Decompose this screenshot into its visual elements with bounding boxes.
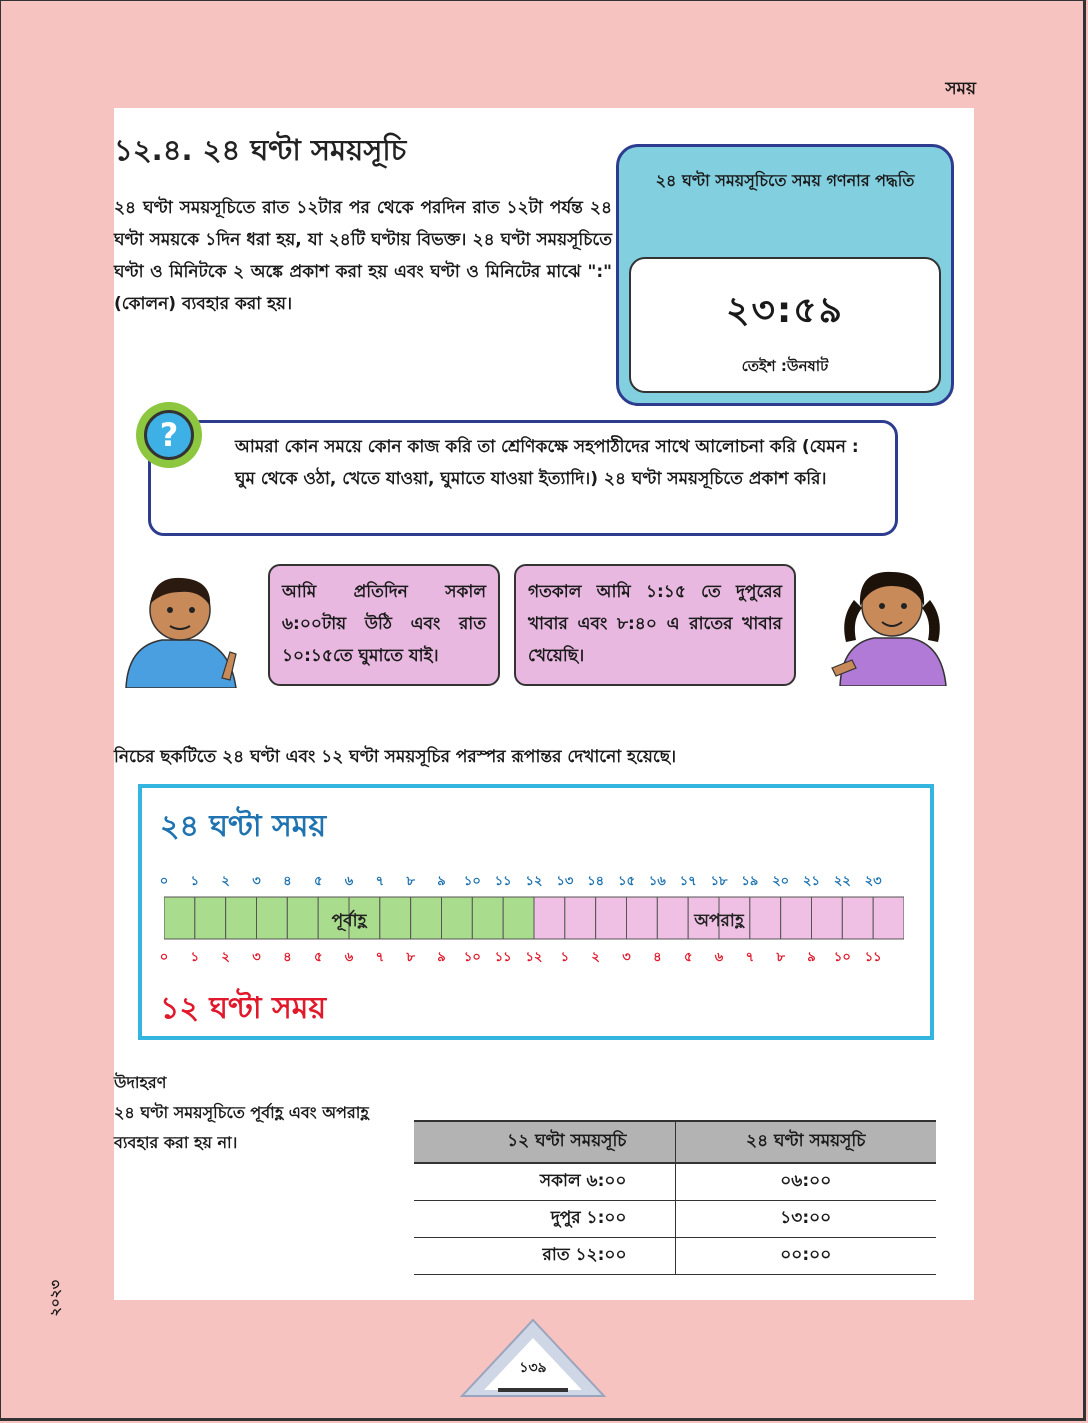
table-header-row xyxy=(414,1121,936,1163)
hour-tick-label: ৩ xyxy=(252,874,261,889)
hour-cell xyxy=(873,897,904,939)
section-title: ১২.৪. ২৪ ঘণ্টা সময়সূচি xyxy=(114,133,407,167)
hour-tick-label: ৫ xyxy=(313,950,323,965)
label-pm: অপরাহ্ণ xyxy=(694,911,744,931)
header-24-hour: ২৪ ঘণ্টা সময়সূচি xyxy=(675,1121,936,1163)
table-row xyxy=(414,1201,936,1238)
hour-cell xyxy=(442,897,473,939)
hour-tick-label: ৮ xyxy=(406,950,415,965)
hour-tick-label: ৬ xyxy=(714,950,724,965)
question-icon: ? xyxy=(136,402,202,468)
hour-cell xyxy=(195,897,226,939)
hour-tick-label: ২ xyxy=(591,950,600,965)
girl-illustration xyxy=(826,560,956,686)
hour-cell xyxy=(627,897,658,939)
hour-tick-label: ৭ xyxy=(745,950,755,965)
hour-tick-label: ১৬ xyxy=(648,874,666,889)
hour-tick-label: ১৩ xyxy=(556,874,574,889)
hour-tick-label: ২০ xyxy=(772,874,790,889)
hour-tick-label: ১৭ xyxy=(679,874,697,889)
hour-tick-label: ২২ xyxy=(833,874,851,889)
hour-tick-label: ৯ xyxy=(807,950,816,965)
example-table xyxy=(414,1120,936,1275)
side-year: ২০২৩ xyxy=(48,1280,64,1317)
hour-cell xyxy=(472,897,503,939)
hour-tick-label: ১৮ xyxy=(710,874,728,889)
hour-tick-label: ১৫ xyxy=(618,874,635,889)
hour-cell xyxy=(164,897,195,939)
boy-illustration xyxy=(118,568,248,688)
hour-tick-label: ১৯ xyxy=(741,874,759,889)
time-conversion-diagram xyxy=(138,784,934,1040)
hour-tick-label: ২ xyxy=(221,874,230,889)
hour-tick-label: ২১ xyxy=(803,874,820,889)
hour-cell xyxy=(781,897,812,939)
hours-24-row xyxy=(159,872,904,890)
cell-24-hour: ০০:০০ xyxy=(675,1238,936,1275)
method-box xyxy=(616,144,954,406)
label-am: পূর্বাহ্ণ xyxy=(331,911,367,931)
hour-tick-label: ১ xyxy=(190,874,200,889)
table-row xyxy=(414,1238,936,1275)
hours-12-row xyxy=(159,948,904,966)
hour-tick-label: ৫ xyxy=(683,950,693,965)
hour-tick-label: ১১ xyxy=(494,874,512,889)
hour-cell xyxy=(411,897,442,939)
hour-tick-label: ০ xyxy=(159,950,169,965)
intro-paragraph: ২৪ ঘণ্টা সময়সূচিতে রাত ১২টার পর থেকে পরদিন রাত ১২টা পর্যন্ত ২৪ ঘণ্টা সময়কে ১দিন ধরা হয়, যা ২৪টি ঘণ্টায় বিভক্ত। ২৪ ঘণ্টা সময়সূচিতে ঘণ্টা ও মিনিটকে ২ অঙ্কে প্রকাশ করা হয় এবং ঘণ্টা ও মিনিটের মাঝে ":" (কোলন) ব্যবহার করা হয়। xyxy=(114,198,612,314)
hour-tick-label: ৫ xyxy=(313,874,323,889)
hour-tick-label: ১০ xyxy=(463,874,481,889)
title-12-hour: ১২ ঘণ্টা সময় xyxy=(160,991,327,1026)
hour-bar xyxy=(164,896,904,940)
hour-tick-label: ৪ xyxy=(283,874,292,889)
hour-tick-label: ১২ xyxy=(525,950,543,965)
hour-cell xyxy=(534,897,565,939)
page-number-badge xyxy=(458,1316,608,1400)
chapter-header: সময় xyxy=(945,79,976,99)
hour-tick-label: ১৪ xyxy=(587,874,605,889)
hour-tick-label: ৩ xyxy=(252,950,261,965)
header-12-hour: ১২ ঘণ্টা সময়সূচি xyxy=(414,1121,675,1163)
hour-tick-label: ১০ xyxy=(833,950,851,965)
hour-cell xyxy=(226,897,257,939)
hour-tick-label: ৬ xyxy=(344,950,354,965)
hour-tick-label: ১ xyxy=(560,950,570,965)
title-24-hour: ২৪ ঘণ্টা সময় xyxy=(160,809,327,844)
conversion-caption: নিচের ছকটিতে ২৪ ঘণ্টা এবং ১২ ঘণ্টা সময়সূচির পরস্পর রূপান্তর দেখানো হয়েছে। xyxy=(114,747,677,767)
table-row xyxy=(414,1163,936,1201)
hour-tick-label: ৪ xyxy=(283,950,292,965)
hour-tick-label: ৬ xyxy=(344,874,354,889)
hour-tick-label: ২ xyxy=(221,950,230,965)
hour-cell xyxy=(380,897,411,939)
cell-12-hour: রাত ১২:০০ xyxy=(414,1238,675,1275)
hour-tick-label: ১২ xyxy=(525,874,543,889)
hour-cell xyxy=(842,897,873,939)
cell-24-hour: ০৬:০০ xyxy=(675,1163,936,1201)
hour-cell xyxy=(287,897,318,939)
hour-tick-label: ০ xyxy=(159,874,169,889)
hour-tick-label: ১ xyxy=(190,950,200,965)
content-page xyxy=(114,108,974,1300)
hour-cell xyxy=(812,897,843,939)
cell-12-hour: দুপুর ১:০০ xyxy=(414,1201,675,1238)
cell-24-hour: ১৩:০০ xyxy=(675,1201,936,1238)
hour-cell xyxy=(257,897,288,939)
hour-tick-label: ৮ xyxy=(776,950,785,965)
hour-tick-label: ১১ xyxy=(864,950,882,965)
example-note: ২৪ ঘণ্টা সময়সূচিতে পূর্বাহ্ণ এবং অপরাহ্ণ ব্যবহার করা হয় না। xyxy=(114,1103,369,1152)
hour-tick-label: ৯ xyxy=(437,950,446,965)
method-example xyxy=(629,257,941,393)
method-title: ২৪ ঘণ্টা সময়সূচিতে সময় গণনার পদ্ধতি xyxy=(655,171,915,190)
hour-tick-label: ৪ xyxy=(653,950,662,965)
hour-tick-label: ১০ xyxy=(463,950,481,965)
hour-cell xyxy=(503,897,534,939)
hour-cell xyxy=(596,897,627,939)
hour-tick-label: ৮ xyxy=(406,874,415,889)
cell-12-hour: সকাল ৬:০০ xyxy=(414,1163,675,1201)
hour-tick-label: ৩ xyxy=(622,950,631,965)
hour-tick-label: ১১ xyxy=(494,950,512,965)
hour-tick-label: ৭ xyxy=(375,874,385,889)
method-time: ২৩:৫৯ xyxy=(726,290,844,331)
hour-tick-label: ৯ xyxy=(437,874,446,889)
page-number: ১৩৯ xyxy=(519,1360,547,1376)
boy-speech-bubble: আমি প্রতিদিন সকাল ৬:০০টায় উঠি এবং রাত ১০:১৫তে ঘুমাতে যাই। xyxy=(268,564,500,686)
hour-tick-label: ৭ xyxy=(375,950,385,965)
hour-cell xyxy=(565,897,596,939)
hour-cell xyxy=(750,897,781,939)
hour-tick-label: ২৩ xyxy=(864,874,882,889)
example-label: উদাহরণ xyxy=(114,1073,167,1092)
girl-speech-bubble: গতকাল আমি ১:১৫ তে দুপুরের খাবার এবং ৮:৪০ এ রাতের খাবার খেয়েছি। xyxy=(514,564,796,686)
method-time-words: তেইশ :উনষাট xyxy=(741,357,829,375)
hour-cell xyxy=(657,897,688,939)
discussion-box: আমরা কোন সময়ে কোন কাজ করি তা শ্রেণিকক্ষে সহপাঠীদের সাথে আলোচনা করি (যেমন : ঘুম থেকে ওঠা, খেতে যাওয়া, ঘুমাতে যাওয়া ইত্যাদি।) ২৪ ঘণ্টা সময়সূচিতে প্রকাশ করি। xyxy=(148,420,898,536)
